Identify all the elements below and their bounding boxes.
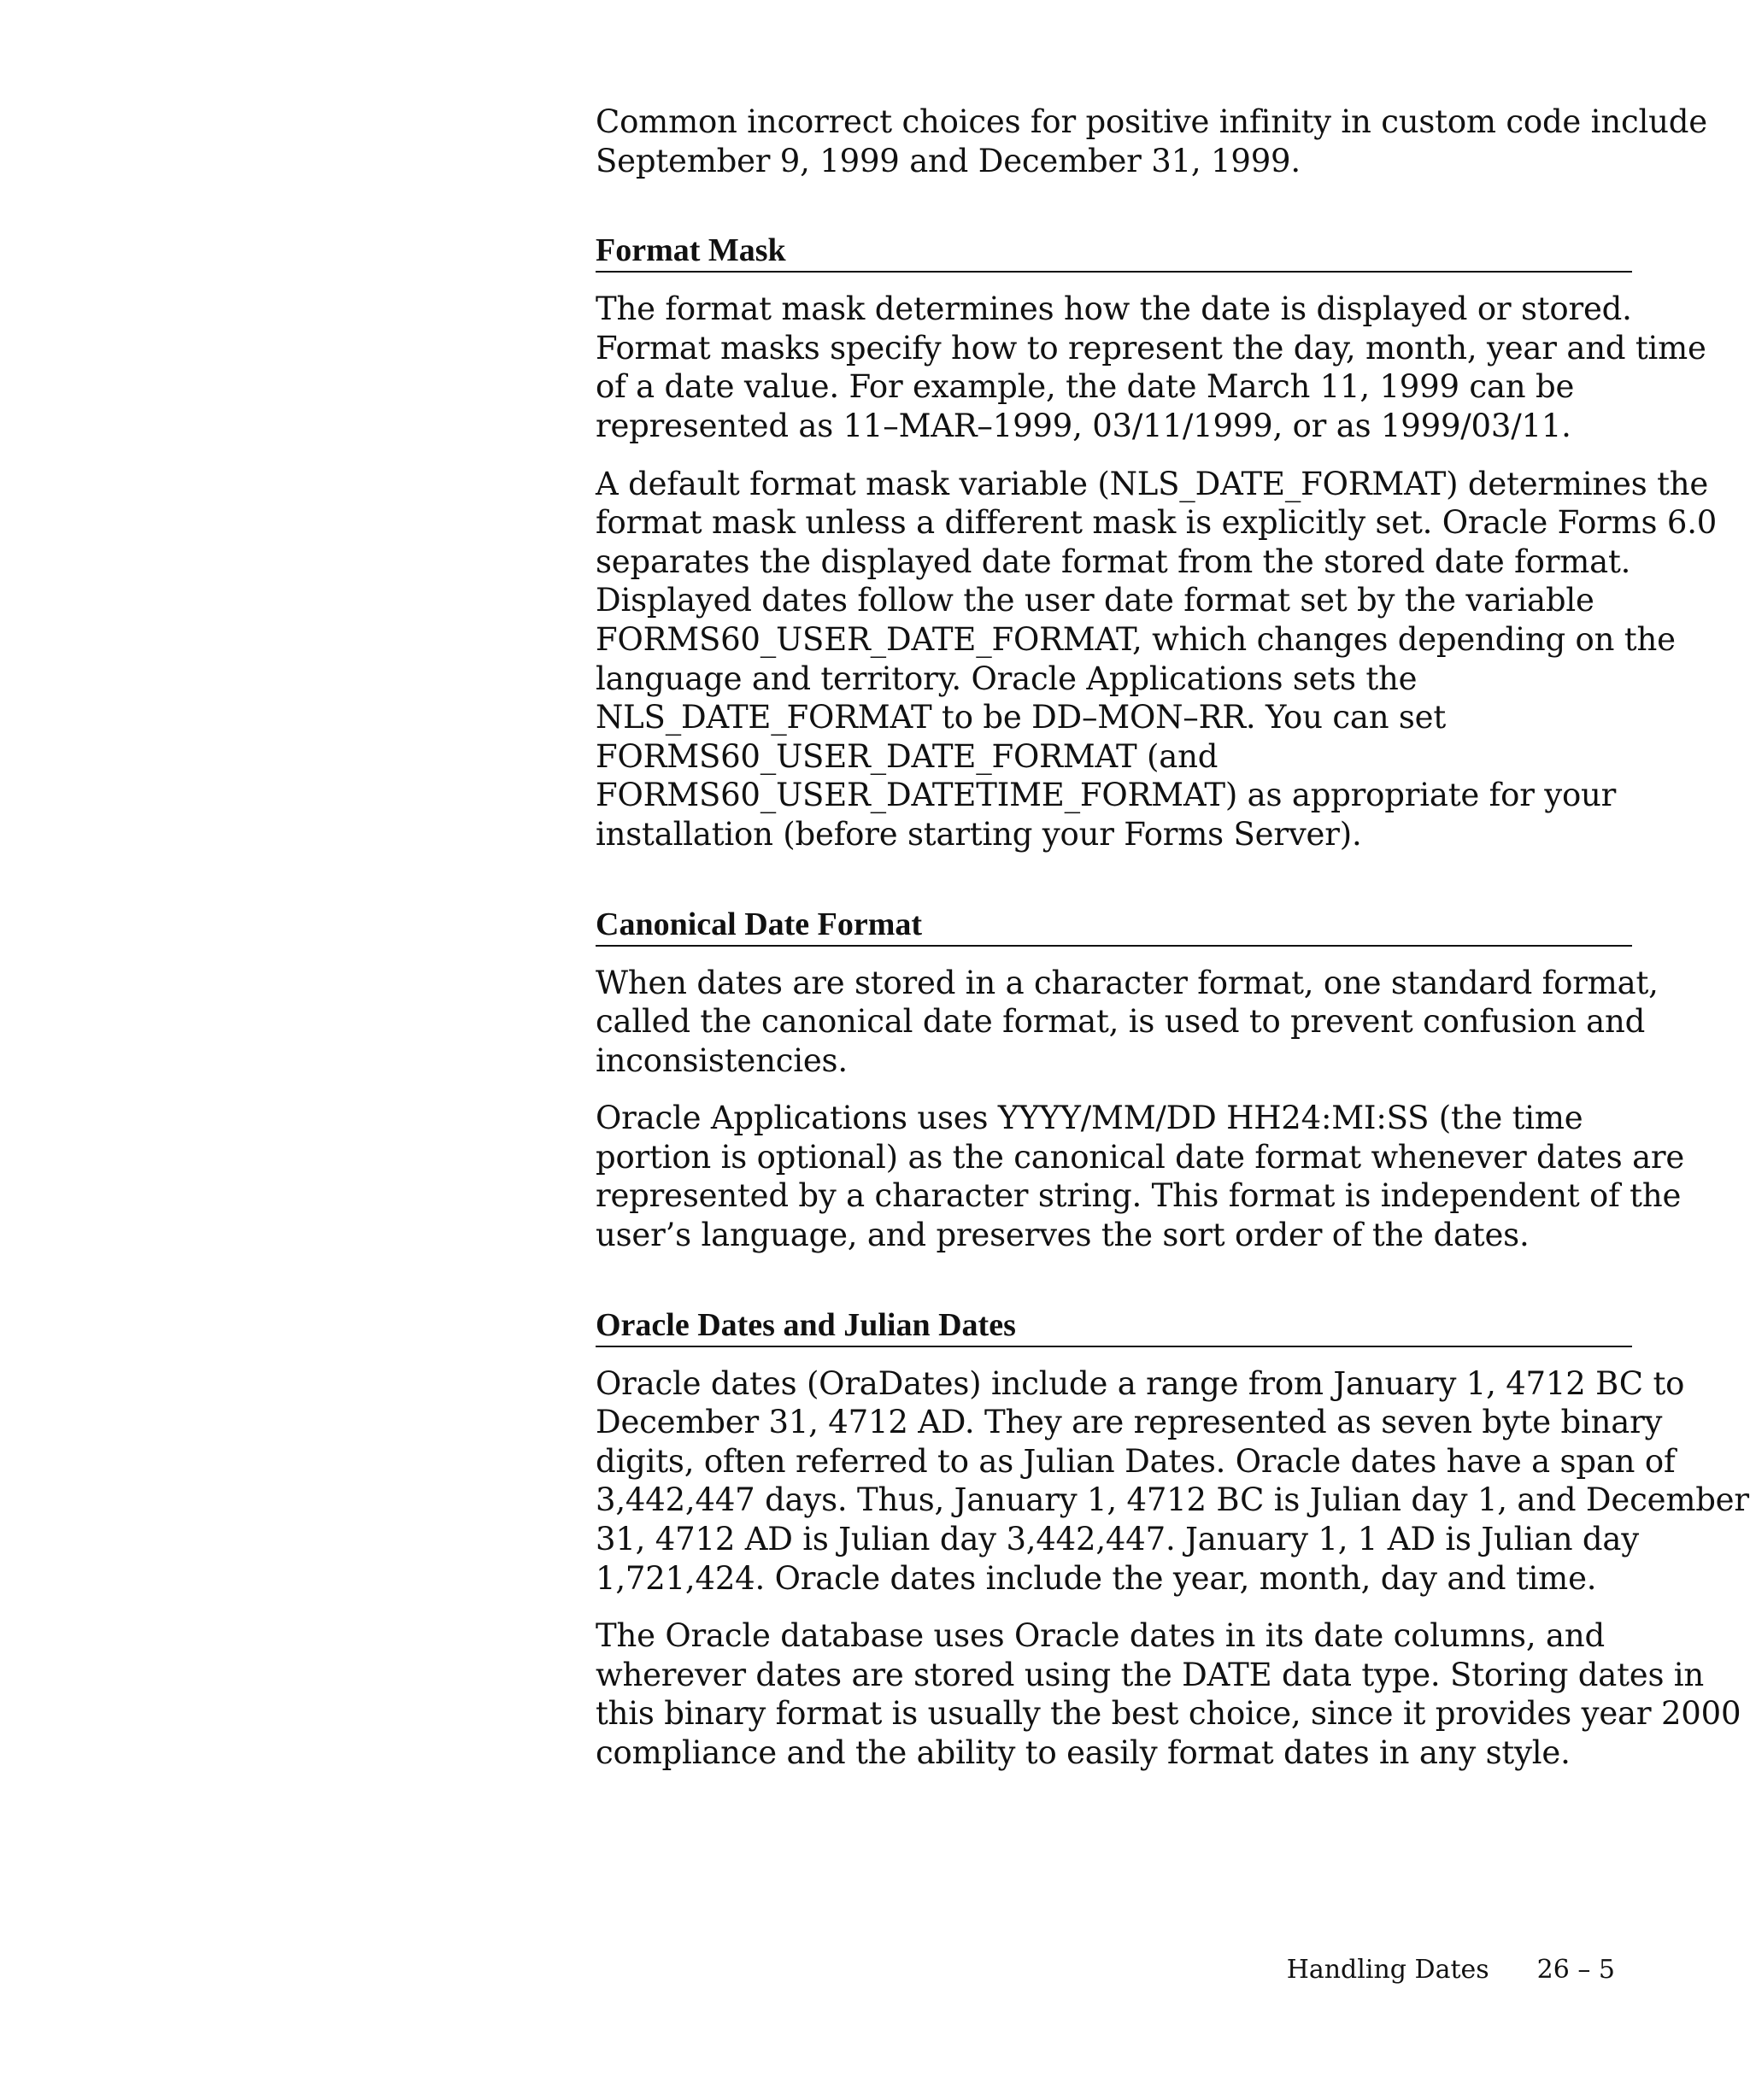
text-line: represented by a character string. This format is independent of the	[596, 1177, 1682, 1215]
text-line: of a date value. For example, the date March 11, 1999 can be	[596, 368, 1575, 406]
text-line: 1,721,424. Oracle dates include the year, month, day and time.	[596, 1559, 1597, 1597]
text-line: When dates are stored in a character format, one standard format,	[596, 964, 1659, 1001]
section-oracle-dates-julian-dates	[596, 1306, 1749, 1773]
text-line: September 9, 1999 and December 31, 1999.	[596, 142, 1301, 179]
section-format-mask	[596, 232, 1718, 853]
paragraph	[596, 964, 1659, 1081]
paragraph	[596, 465, 1718, 854]
text-line: represented as 11–MAR–1999, 03/11/1999, or as 1999/03/11.	[596, 407, 1571, 444]
text-line: portion is optional) as the canonical date format whenever dates are	[596, 1138, 1685, 1176]
text-line: Format masks specify how to represent the day, month, year and time	[596, 329, 1706, 367]
page-content	[596, 103, 1749, 1792]
section-heading: Canonical Date Format	[596, 906, 1632, 947]
text-line: inconsistencies.	[596, 1041, 848, 1079]
text-line: user’s language, and preserves the sort order of the dates.	[596, 1217, 1530, 1254]
footer-page-number: 26 – 5	[1536, 1955, 1615, 1985]
text-line: A default format mask variable (NLS_DATE_FORMAT) determines the	[596, 465, 1709, 502]
text-line: language and territory. Oracle Applications sets the	[596, 660, 1418, 697]
paragraph	[596, 1616, 1741, 1772]
text-line: Common incorrect choices for positive infinity in custom code include	[596, 103, 1707, 140]
footer-chapter-title: Handling Dates	[1286, 1955, 1489, 1985]
page-footer	[0, 1955, 1615, 1986]
text-line: The format mask determines how the date is displayed or stored.	[596, 290, 1632, 328]
section-canonical-date-format	[596, 906, 1685, 1255]
text-line: called the canonical date format, is used to prevent confusion and	[596, 1003, 1646, 1041]
section-heading: Oracle Dates and Julian Dates	[596, 1306, 1632, 1347]
paragraph	[596, 1364, 1749, 1598]
text-line: NLS_DATE_FORMAT to be DD–MON–RR. You can set	[596, 699, 1447, 736]
text-line: compliance and the ability to easily format dates in any style.	[596, 1734, 1571, 1771]
paragraph	[596, 1099, 1685, 1254]
section-heading: Format Mask	[596, 232, 1632, 273]
text-line: Displayed dates follow the user date format set by the variable	[596, 582, 1594, 619]
text-line: The Oracle database uses Oracle dates in its date columns, and	[596, 1617, 1605, 1655]
text-line: FORMS60_USER_DATE_FORMAT, which changes depending on the	[596, 620, 1676, 658]
text-line: Oracle dates (OraDates) include a range from January 1, 4712 BC to	[596, 1364, 1685, 1402]
text-line: this binary format is usually the best choice, since it provides year 2000	[596, 1695, 1741, 1733]
text-line: 3,442,447 days. Thus, January 1, 4712 BC is Julian day 1, and December	[596, 1481, 1749, 1519]
text-line: digits, often referred to as Julian Dates. Oracle dates have a span of	[596, 1442, 1676, 1480]
text-line: December 31, 4712 AD. They are represented as seven byte binary	[596, 1404, 1663, 1441]
text-line: FORMS60_USER_DATETIME_FORMAT) as appropriate for your	[596, 777, 1617, 814]
text-line: wherever dates are stored using the DATE data type. Storing dates in	[596, 1656, 1705, 1693]
text-line: 31, 4712 AD is Julian day 3,442,447. January 1, 1 AD is Julian day	[596, 1521, 1639, 1558]
text-line: installation (before starting your Forms Server).	[596, 815, 1362, 853]
text-line: separates the displayed date format from the stored date format.	[596, 543, 1631, 580]
intro-paragraph	[596, 103, 1707, 180]
text-line: Oracle Applications uses YYYY/MM/DD HH24:MI:SS (the time	[596, 1100, 1583, 1137]
text-line: FORMS60_USER_DATE_FORMAT (and	[596, 737, 1219, 775]
paragraph	[596, 290, 1706, 445]
text-line: format mask unless a different mask is explicitly set. Oracle Forms 6.0	[596, 504, 1718, 542]
